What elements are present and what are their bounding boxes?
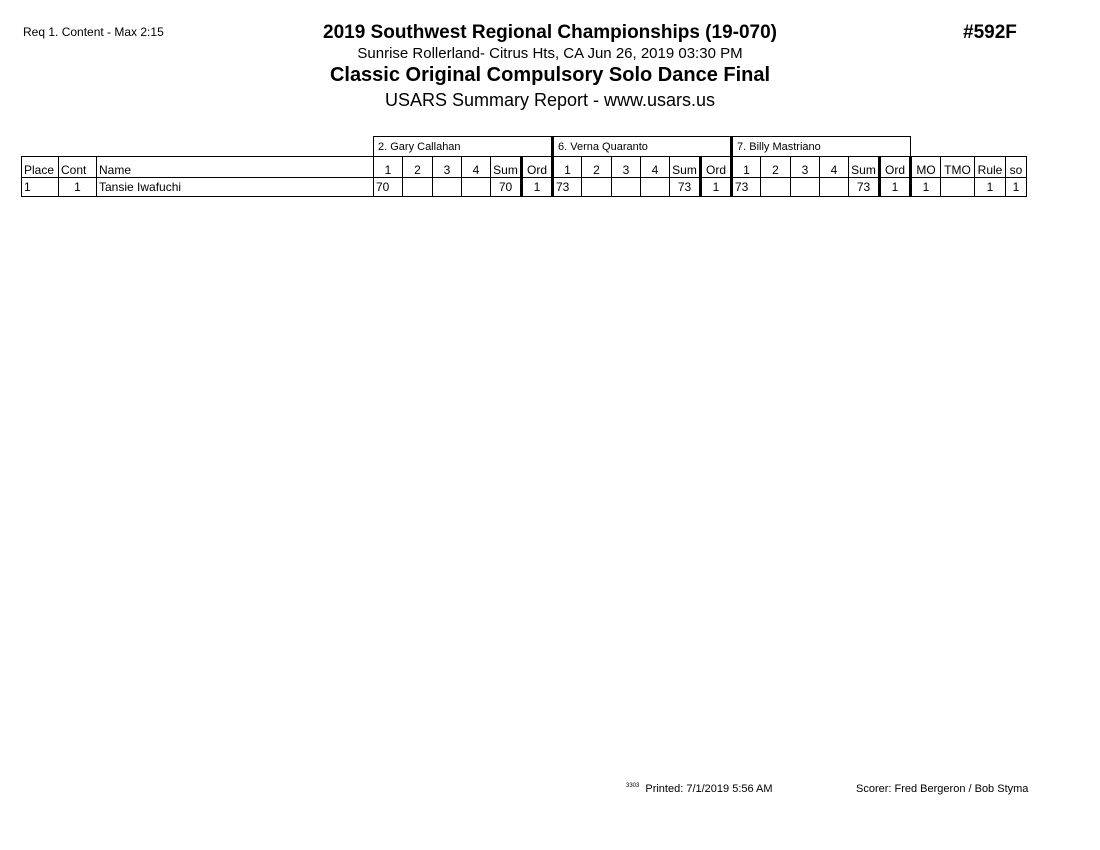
col-so: so bbox=[1006, 157, 1027, 178]
printed-label: Printed: 7/1/2019 5:56 AM bbox=[645, 783, 773, 795]
printed-timestamp bbox=[626, 783, 773, 795]
col-j1-2: 2 bbox=[403, 157, 433, 178]
cell-j3-ord: 1 bbox=[880, 178, 911, 197]
cell-j2-3 bbox=[612, 178, 641, 197]
column-header-row bbox=[22, 157, 1027, 178]
col-rule: Rule bbox=[975, 157, 1006, 178]
col-j1-3: 3 bbox=[433, 157, 462, 178]
col-j3-1: 1 bbox=[732, 157, 761, 178]
judge-header-row bbox=[22, 137, 1027, 157]
col-name: Name bbox=[97, 157, 374, 178]
table-row bbox=[22, 178, 1027, 197]
dance-title: Classic Original Compulsory Solo Dance Final bbox=[329, 64, 771, 86]
col-cont: Cont bbox=[59, 157, 97, 178]
cell-j2-1: 73 bbox=[553, 178, 582, 197]
col-j3-2: 2 bbox=[761, 157, 791, 178]
cell-rule: 1 bbox=[975, 178, 1006, 197]
col-j2-sum: Sum bbox=[670, 157, 701, 178]
cell-j1-sum: 70 bbox=[491, 178, 522, 197]
cell-j3-sum: 73 bbox=[849, 178, 880, 197]
cell-j3-4 bbox=[820, 178, 849, 197]
col-tmo: TMO bbox=[941, 157, 975, 178]
col-j2-2: 2 bbox=[582, 157, 612, 178]
cell-j3-2 bbox=[761, 178, 791, 197]
results-table bbox=[21, 136, 1027, 197]
col-j3-sum: Sum bbox=[849, 157, 880, 178]
col-j1-ord: Ord bbox=[522, 157, 553, 178]
col-j2-3: 3 bbox=[612, 157, 641, 178]
col-j3-3: 3 bbox=[791, 157, 820, 178]
cell-mo: 1 bbox=[911, 178, 941, 197]
judge-1-label: 2. Gary Callahan bbox=[374, 137, 553, 157]
col-mo: MO bbox=[911, 157, 941, 178]
cell-cont: 1 bbox=[59, 178, 97, 197]
report-title: USARS Summary Report - www.usars.us bbox=[384, 90, 716, 110]
location-line: Sunrise Rollerland- Citrus Hts, CA Jun 26, 2019 03:30 PM bbox=[357, 45, 743, 62]
judge-row-spacer bbox=[22, 137, 374, 157]
cell-j1-4 bbox=[462, 178, 491, 197]
col-j1-1: 1 bbox=[374, 157, 403, 178]
cell-j2-sum: 73 bbox=[670, 178, 701, 197]
col-j3-ord: Ord bbox=[880, 157, 911, 178]
cell-place: 1 bbox=[22, 178, 59, 197]
col-j1-4: 4 bbox=[462, 157, 491, 178]
requirement-note: Req 1. Content - Max 2:15 bbox=[23, 25, 164, 39]
judge-row-spacer-right bbox=[911, 137, 1027, 157]
cell-j1-ord: 1 bbox=[522, 178, 553, 197]
cell-j2-2 bbox=[582, 178, 612, 197]
judge-3-label: 7. Billy Mastriano bbox=[732, 137, 911, 157]
cell-tmo bbox=[941, 178, 975, 197]
cell-j2-ord: 1 bbox=[701, 178, 732, 197]
judge-2-label: 6. Verna Quaranto bbox=[553, 137, 732, 157]
col-j2-1: 1 bbox=[553, 157, 582, 178]
report-code: 3303 bbox=[626, 783, 640, 789]
col-j1-sum: Sum bbox=[491, 157, 522, 178]
cell-j3-3 bbox=[791, 178, 820, 197]
cell-so: 1 bbox=[1006, 178, 1027, 197]
col-j3-4: 4 bbox=[820, 157, 849, 178]
cell-j1-2 bbox=[403, 178, 433, 197]
col-place: Place bbox=[22, 157, 59, 178]
col-j2-4: 4 bbox=[641, 157, 670, 178]
event-number: #592F bbox=[963, 22, 1017, 43]
col-j2-ord: Ord bbox=[701, 157, 732, 178]
cell-j3-1: 73 bbox=[732, 178, 761, 197]
cell-j1-3 bbox=[433, 178, 462, 197]
cell-name: Tansie Iwafuchi bbox=[97, 178, 374, 197]
competition-title: 2019 Southwest Regional Championships (19-070) bbox=[323, 22, 777, 43]
cell-j1-1: 70 bbox=[374, 178, 403, 197]
scorer-line: Scorer: Fred Bergeron / Bob Styma bbox=[856, 783, 1029, 795]
cell-j2-4 bbox=[641, 178, 670, 197]
